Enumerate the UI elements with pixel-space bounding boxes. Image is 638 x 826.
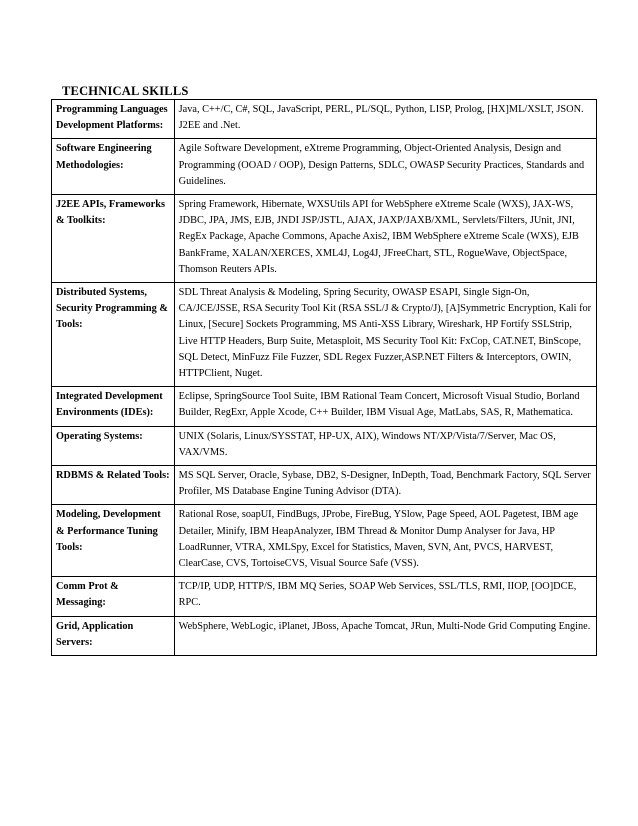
skill-category-value: Eclipse, SpringSource Tool Suite, IBM Rational Team Concert, Microsoft Visual Studio, Borland Builder, RegExr, Apple Xcode, C++ Builder, IBM Visual Age, MatLabs, SAS, R, Mathematica. [174, 387, 596, 426]
skill-category-label: Modeling, Development & Performance Tuning Tools: [52, 505, 175, 577]
table-row [52, 616, 597, 655]
skill-category-value: MS SQL Server, Oracle, Sybase, DB2, S-Designer, InDepth, Toad, Benchmark Factory, SQL Server Profiler, MS Database Engine Tuning Advisor (DTA). [174, 466, 596, 505]
skill-category-label: J2EE APIs, Frameworks & Toolkits: [52, 195, 175, 283]
skill-category-label: Distributed Systems, Security Programming & Tools: [52, 283, 175, 387]
skills-table [51, 99, 597, 656]
skill-category-value: Spring Framework, Hibernate, WXSUtils API for WebSphere eXtreme Scale (WXS), JAX-WS, JDBC, JPA, JMS, EJB, JNDI JSP/JSTL, AJAX, JAXP/JAXB/XML, Servlets/Filters, JUnit, JNI, RegEx Package, Apache Commons, Apache Axis2, IBM WebSphere eXtreme Scale (WXS), EJB BankFrame, XALAN/XERCES, XML4J, Log4J, JFreeChart, STL, RogueWave, ObjectSpace, Thomson Reuters APIs. [174, 195, 596, 283]
skill-category-label: RDBMS & Related Tools: [52, 466, 175, 505]
table-row [52, 100, 597, 139]
skill-category-value: Rational Rose, soapUI, FindBugs, JProbe, FireBug, YSlow, Page Speed, AOL Pagetest, IBM age Detailer, Minify, IBM HeapAnalyzer, IBM Thread & Monitor Dump Analyser for Java, HP LoadRunner, VTRA, XMLSpy, Excel for Statistics, Maven, SVN, Ant, PVCS, HARVEST, ClearCase, CVS, TortoiseCVS, Visual Source Safe (VSS). [174, 505, 596, 577]
table-row [52, 387, 597, 426]
table-row [52, 139, 597, 195]
skill-category-label: Operating Systems: [52, 426, 175, 465]
table-row [52, 426, 597, 465]
skill-category-value: Agile Software Development, eXtreme Programming, Object-Oriented Analysis, Design and Programming (OOAD / OOP), Design Patterns, SDLC, OWASP Security Practices, Standards and Guidelines. [174, 139, 596, 195]
table-row [52, 505, 597, 577]
skill-category-label: Integrated Development Environments (IDEs): [52, 387, 175, 426]
skill-category-label: Comm Prot & Messaging: [52, 577, 175, 616]
skill-category-label: Programming Languages Development Platforms: [52, 100, 175, 139]
skill-category-value: WebSphere, WebLogic, iPlanet, JBoss, Apache Tomcat, JRun, Multi-Node Grid Computing Engine. [174, 616, 596, 655]
table-row [52, 283, 597, 387]
skill-category-value: SDL Threat Analysis & Modeling, Spring Security, OWASP ESAPI, Single Sign-On, CA/JCE/JSSE, RSA Security Tool Kit (RSA SSL/J & Crypto/J), [A]Symmetric Encryption, Kali for Linux, [Secure] Sockets Programming, MS Anti-XSS Library, Wireshark, HP Fortify SSLStrip, Live HTTP Headers, Burp Suite, Metasploit, MS Security Tool Kit: FxCop, CAT.NET, BinScope, SQL Detect, MinFuzz File Fuzzer, SDL Regex Fuzzer,ASP.NET Filters & Interceptors, OWIN, HTTPClient, Nuget. [174, 283, 596, 387]
table-row [52, 195, 597, 283]
table-row [52, 466, 597, 505]
skill-category-value: Java, C++/C, C#, SQL, JavaScript, PERL, PL/SQL, Python, LISP, Prolog, [HX]ML/XSLT, JSON. J2EE and .Net. [174, 100, 596, 139]
skill-category-value: TCP/IP, UDP, HTTP/S, IBM MQ Series, SOAP Web Services, SSL/TLS, RMI, IIOP, [OO]DCE, RPC. [174, 577, 596, 616]
section-title: TECHNICAL SKILLS [62, 84, 189, 98]
table-row [52, 577, 597, 616]
skill-category-label: Grid, Application Servers: [52, 616, 175, 655]
skill-category-label: Software Engineering Methodologies: [52, 139, 175, 195]
skill-category-value: UNIX (Solaris, Linux/SYSSTAT, HP-UX, AIX), Windows NT/XP/Vista/7/Server, Mac OS, VAX/VMS. [174, 426, 596, 465]
